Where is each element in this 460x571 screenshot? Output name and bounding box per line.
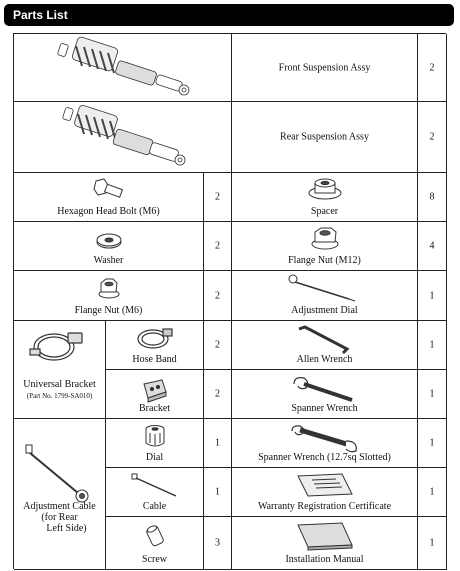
bracket-icon: [140, 378, 170, 404]
spanner-wrench-cell: [232, 370, 418, 419]
spacer-icon: [305, 177, 345, 201]
bracket-cell: [106, 370, 204, 419]
spanner-wrench-slotted-icon: [288, 423, 362, 455]
screw-qty: 3: [215, 537, 220, 549]
spacer-cell: [232, 173, 418, 222]
hex-bolt-qty: 2: [215, 191, 220, 203]
front-suspension-name: Front Suspension Assy: [278, 62, 371, 73]
parts-table: [13, 33, 446, 569]
adjustment-cable-line1: Adjustment Cable: [23, 501, 96, 512]
flange-nut-m12-icon: [309, 226, 341, 252]
manual-cell: [232, 517, 418, 570]
warranty-certificate-icon: [296, 472, 354, 498]
dial-name: Dial: [145, 452, 164, 463]
header-title: Parts List: [13, 8, 68, 22]
spanner-wrench-slotted-name: Spanner Wrench (12.7sq Slotted): [258, 452, 391, 463]
universal-bracket-icon: [28, 327, 88, 367]
front-coilover-icon: [14, 34, 232, 102]
front-suspension-qty-cell: [418, 34, 447, 102]
screw-name: Screw: [142, 554, 167, 565]
universal-bracket-cell: [14, 321, 106, 419]
front-suspension-name-cell: [232, 34, 418, 102]
installation-manual-icon: [296, 521, 354, 551]
manual-name: Installation Manual: [285, 554, 364, 565]
spacer-qty: 8: [429, 191, 435, 203]
hex-bolt-qty-cell: [204, 173, 232, 222]
spanner-wrench-icon: [290, 374, 360, 406]
washer-qty: 2: [215, 240, 220, 252]
spanner-wrench-slotted-cell: [232, 419, 418, 468]
hex-bolt-cell: [14, 173, 204, 222]
screw-qty-cell: [204, 517, 232, 570]
bracket-qty-cell: [204, 370, 232, 419]
hose-band-cell: [106, 321, 204, 370]
universal-bracket-part-no: (Part No. 1799-SA010): [26, 392, 93, 400]
flange-nut-m12-qty: 4: [429, 240, 435, 252]
manual-qty-cell: [418, 517, 447, 570]
adjustment-dial-icon: [285, 273, 365, 303]
warranty-qty: 1: [429, 486, 435, 498]
manual-qty: 1: [429, 537, 435, 549]
dial-qty: 1: [215, 437, 220, 449]
adjustment-dial-qty-cell: [418, 271, 447, 321]
flange-nut-m12-name: Flange Nut (M12): [288, 255, 361, 266]
washer-name: Washer: [93, 255, 124, 266]
spacer-name: Spacer: [310, 206, 339, 217]
rear-suspension-name-cell: [232, 102, 418, 173]
allen-wrench-qty: 1: [429, 339, 435, 351]
adjustment-cable-line2: (for Rear: [41, 512, 78, 523]
spanner-wrench-qty-cell: [418, 370, 447, 419]
rear-coilover-icon: [14, 102, 232, 173]
spanner-wrench-qty: 1: [429, 388, 435, 400]
dial-cell: [106, 419, 204, 468]
rear-suspension-qty-cell: [418, 102, 447, 173]
screw-icon: [143, 523, 167, 553]
cable-qty-cell: [204, 468, 232, 517]
front-suspension-qty: 2: [429, 62, 435, 73]
cable-icon: [130, 472, 180, 498]
universal-bracket-name: Universal Bracket: [23, 379, 96, 390]
hose-band-qty-cell: [204, 321, 232, 370]
adjustment-dial-qty: 1: [429, 290, 435, 301]
warranty-cell: [232, 468, 418, 517]
spanner-wrench-slotted-qty: 1: [429, 437, 435, 449]
parts-list-header: [4, 4, 454, 26]
rear-suspension-image-cell: [14, 102, 232, 173]
rear-suspension-qty: 2: [429, 131, 435, 143]
flange-nut-m6-cell: [14, 271, 204, 321]
adjustment-dial-name: Adjustment Dial: [291, 305, 358, 316]
washer-icon: [94, 230, 124, 252]
adjustment-cable-icon: [24, 443, 94, 503]
flange-nut-m6-icon: [96, 277, 122, 301]
hose-band-name: Hose Band: [132, 354, 177, 365]
screw-cell: [106, 517, 204, 570]
cable-cell: [106, 468, 204, 517]
washer-qty-cell: [204, 222, 232, 271]
flange-nut-m12-qty-cell: [418, 222, 447, 271]
flange-nut-m6-qty: 2: [215, 290, 220, 301]
rear-suspension-name: Rear Suspension Assy: [280, 131, 369, 143]
allen-wrench-icon: [295, 325, 355, 355]
adjustment-cable-cell: [14, 419, 106, 570]
flange-nut-m6-name: Flange Nut (M6): [74, 305, 143, 316]
warranty-qty-cell: [418, 468, 447, 517]
cable-qty: 1: [215, 486, 220, 498]
hose-band-icon: [135, 325, 175, 353]
hex-bolt-icon: [92, 177, 126, 201]
spacer-qty-cell: [418, 173, 447, 222]
flange-nut-m12-cell: [232, 222, 418, 271]
adjustment-dial-cell: [232, 271, 418, 321]
dial-qty-cell: [204, 419, 232, 468]
front-suspension-image-cell: [14, 34, 232, 102]
allen-wrench-qty-cell: [418, 321, 447, 370]
cable-name: Cable: [142, 501, 167, 512]
allen-wrench-cell: [232, 321, 418, 370]
bracket-qty: 2: [215, 388, 220, 400]
washer-cell: [14, 222, 204, 271]
allen-wrench-name: Allen Wrench: [296, 354, 353, 365]
bracket-name: Bracket: [138, 403, 171, 414]
adjustment-cable-line3: Left Side): [46, 523, 87, 534]
hose-band-qty: 2: [215, 339, 220, 351]
spanner-wrench-name: Spanner Wrench: [291, 403, 358, 414]
flange-nut-m6-qty-cell: [204, 271, 232, 321]
spanner-wrench-slotted-qty-cell: [418, 419, 447, 468]
warranty-name: Warranty Registration Certificate: [257, 501, 392, 512]
dial-icon: [142, 423, 168, 451]
hex-bolt-name: Hexagon Head Bolt (M6): [57, 206, 160, 217]
